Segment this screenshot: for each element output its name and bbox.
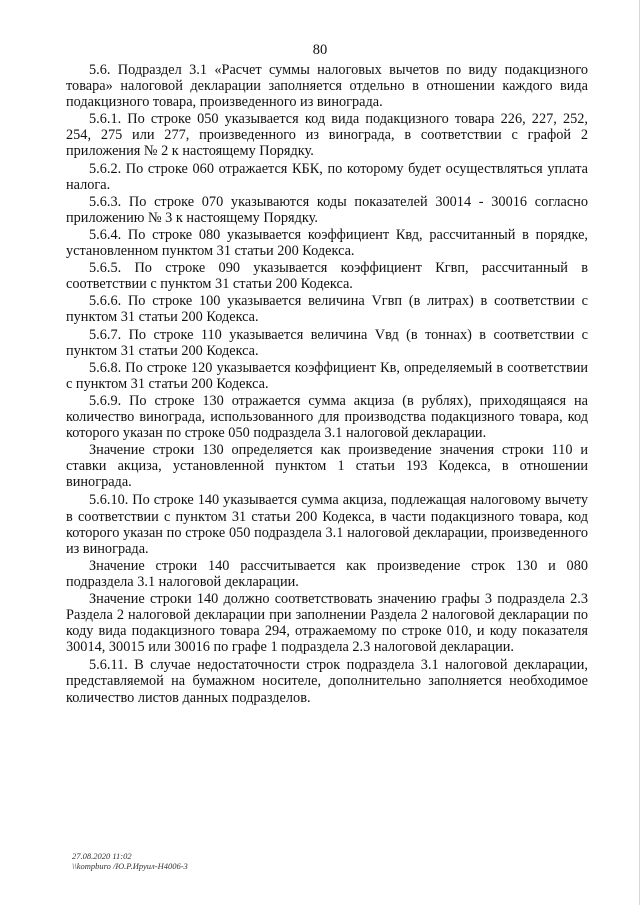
paragraph-5-6-11: 5.6.11. В случае недостаточности строк подраздела 3.1 налоговой декларации, представляемой на бумажном носителе, дополнительно заполняется необходимое количество листов данных подразделов. <box>66 657 588 706</box>
paragraph-5-6-8: 5.6.8. По строке 120 указывается коэффициент Кв, определяемый в соответствии с пунктом 31 статьи 200 Кодекса. <box>66 359 588 392</box>
paragraph-line-140-correspondence: Значение строки 140 должно соответствовать значению графы 3 подраздела 2.3 Раздела 2 налоговой декларации при заполнении Раздела 2 налоговой декларации по коду вида подакцизного товара 294, отражаемому по строке 010, и коду показателя 30014, 30015 или 30016 по графе 1 подраздела 2.3 налоговой декларации. <box>66 591 588 656</box>
document-footer <box>72 851 188 871</box>
paragraph-5-6-10: 5.6.10. По строке 140 указывается сумма акциза, подлежащая налоговому вычету в соответствии с пунктом 31 статьи 200 Кодекса, в части подакцизного товара, код которого указан по строке 050 подраздела 3.1 налоговой декларации, произведенного из винограда. <box>66 492 588 557</box>
paragraph-5-6-7: 5.6.7. По строке 110 указывается величина Vвд (в тоннах) в соответствии с пунктом 31 статьи 200 Кодекса. <box>66 326 588 359</box>
paragraph-5-6: 5.6. Подраздел 3.1 «Расчет суммы налоговых вычетов по виду подакцизного товара» налоговой декларации заполняется отдельно в отношении каждого вида подакцизного товара, произведенного из винограда. <box>66 62 588 111</box>
page-number: 80 <box>312 42 328 58</box>
paragraph-5-6-4: 5.6.4. По строке 080 указывается коэффициент Квд, рассчитанный в порядке, установленном пунктом 31 статьи 200 Кодекса. <box>66 226 588 260</box>
paragraph-line-140-calculation: Значение строки 140 рассчитывается как произведение строк 130 и 080 подраздела 3.1 налоговой декларации. <box>66 557 588 590</box>
paragraph-5-6-5: 5.6.5. По строке 090 указывается коэффициент Кгвп, рассчитанный в соответствии с пунктом 31 статьи 200 Кодекса. <box>66 260 588 293</box>
paragraph-5-6-2: 5.6.2. По строке 060 отражается КБК, по которому будет осуществляться уплата налога. <box>66 160 588 193</box>
paragraph-5-6-6: 5.6.6. По строке 100 указывается величина Vгвп (в литрах) в соответствии с пунктом 31 статьи 200 Кодекса. <box>66 293 588 326</box>
paragraph-5-6-3: 5.6.3. По строке 070 указываются коды показателей 30014 - 30016 согласно приложению № 3 к настоящему Порядку. <box>66 193 588 226</box>
paragraph-5-6-1: 5.6.1. По строке 050 указывается код вида подакцизного товара 226, 227, 252, 254, 275 или 277, произведенного из винограда, в соответствии с графой 2 приложения № 2 к настоящему Порядку. <box>66 111 588 160</box>
paragraph-5-6-9: 5.6.9. По строке 130 отражается сумма акциза (в рублях), приходящаяся на количество винограда, использованного для производства подакцизного товара, код которого указан по строке 050 подраздела 3.1 налоговой декларации. <box>66 392 588 442</box>
document-body <box>66 62 588 707</box>
footer-timestamp: 27.08.2020 11:02 <box>72 851 132 861</box>
paragraph-line-130-value: Значение строки 130 определяется как произведение значения строки 110 и ставки акциза, установленной пунктом 1 статьи 193 Кодекса, в отношении винограда. <box>66 442 588 491</box>
footer-file-path: \\kompburo /Ю.Р.Ируил-Н4006-3 <box>72 861 188 871</box>
